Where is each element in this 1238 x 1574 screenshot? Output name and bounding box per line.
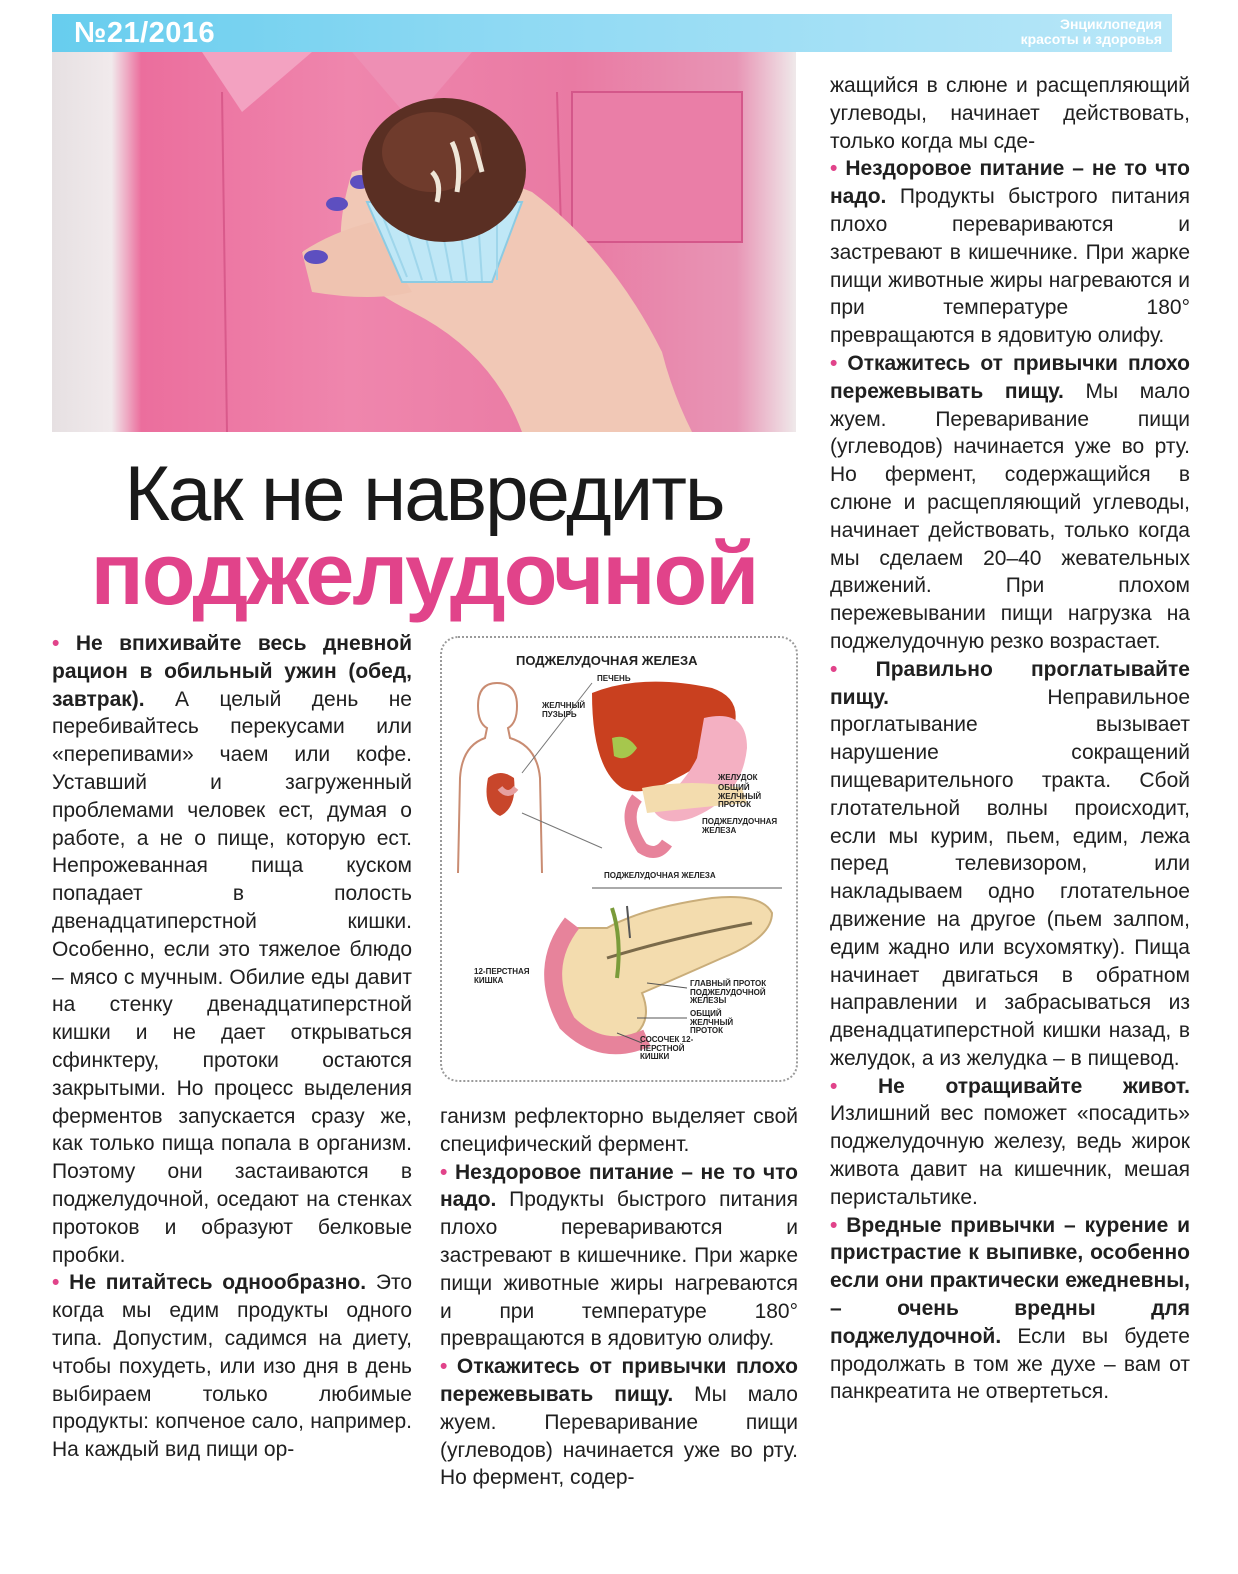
paragraph-2-text: Это когда мы едим продукты одного типа. Допустим, садимся на диету, чтобы похудеть, или изо дня в день выбираем только любимые продукты: копченое сало, например. На каждый вид пищи ор- xyxy=(52,1271,413,1462)
article-column-2 xyxy=(440,1103,798,1492)
bullet-icon: • xyxy=(830,157,838,181)
issue-number: №21/2016 xyxy=(74,17,216,49)
paragraph-1 xyxy=(52,630,412,1269)
paragraph-6-lead: Откажитесь от привычки плохо пережевывать пищу. xyxy=(830,351,1190,403)
paragraph-2-lead: Не питайтесь однообразно. xyxy=(69,1271,367,1295)
headline-line-1: Как не навредить xyxy=(124,449,724,537)
paragraph-1-text: А целый день не перебивайтесь перекусами или «перепивами» чаем или кофе. Уставший и загруженный проблемами человек ест, думая о работе, а не о пище, которую ест. Непрожеванная пища куском попадает в полость двенадцатиперстной кишки. Особенно, если это тяжелое блюдо – мясо с мучным. Обилие еды давит на стенку двенадцатиперстной кишки и не дает открываться сфинктеру, протоки остаются закрытыми. Но процесс выделения ферментов запускается сразу же, как только пища попала в организм. Поэтому они застаиваются в поджелудочной, оседают на стенках протоков и образуют белковые пробки. xyxy=(52,687,412,1267)
paragraph-2 xyxy=(52,1269,412,1464)
diagram-title-bottom: ПОДЖЕЛУДОЧНАЯ ЖЕЛЕЗА xyxy=(604,871,716,880)
paragraph-4-lead: Откажитесь от привычки плохо пережевывать пищу. xyxy=(440,1355,798,1406)
paragraph-8 xyxy=(830,1073,1190,1212)
paragraph-8-text: Излишний вес поможет «посадить» поджелудочную железу, ведь жирок живота давит на кишечник, мешая перистальтике. xyxy=(830,1102,1190,1209)
paragraph-3 xyxy=(440,1159,798,1354)
paragraph-continuation: жащийся в слюне и расщепляющий углеводы, начинает действовать, только когда мы сде- xyxy=(830,74,1190,153)
pancreas-diagram xyxy=(440,636,798,1082)
label-pancreas: ПОДЖЕЛУДОЧНАЯ ЖЕЛЕЗА xyxy=(702,817,778,835)
brand-line-1: Энциклопедия xyxy=(1060,16,1162,32)
paragraph-5-lead: Нездоровое питание – не то что надо. xyxy=(830,157,1190,209)
label-stomach: ЖЕЛУДОК xyxy=(718,773,758,782)
paragraph-9 xyxy=(830,1212,1190,1407)
label-gallbladder: ЖЕЛЧНЫЙ ПУЗЫРЬ xyxy=(542,701,586,719)
paragraph-3-text: Продукты быстрого питания плохо перевариваются и застревают в кишечнике. При жарке пищи животные жиры нагреваются и при температуре 180° превращаются в ядовитую олифу. xyxy=(440,1188,798,1351)
paragraph-5 xyxy=(830,155,1190,350)
label-papilla: СОСОЧЕК 12-ПЕРСТНОЙ КИШКИ xyxy=(640,1035,694,1061)
bullet-icon: • xyxy=(440,1160,448,1184)
paragraph-6-text: Мы мало жуем. Переваривание пищи (углеводов) начинается уже во рту. Но фермент, содержащийся в слюне и расщепляющий углеводы, начинает действовать, только когда мы сделаем 20–40 жевательных движений. При плохом пережевывании пищи нагрузка на поджелудочную резко возрастает. xyxy=(830,379,1190,653)
article-column-3 xyxy=(830,72,1190,1406)
paragraph-6 xyxy=(830,350,1190,656)
diagram-title-top: ПОДЖЕЛУДОЧНАЯ ЖЕЛЕЗА xyxy=(516,653,698,668)
magazine-brand xyxy=(1021,17,1162,47)
paragraph-5-text: Продукты быстрого питания плохо перевариваются и застревают в кишечнике. При жарке пищи животные жиры нагреваются и при температуре 180° превращаются в ядовитую олифу. xyxy=(830,185,1190,348)
paragraph-9-lead: Вредные привычки – курение и пристрастие к выпивке, особенно если они практически ежедневны, – очень вредны для поджелудочной. xyxy=(830,1213,1190,1348)
bullet-icon: • xyxy=(830,351,838,375)
paragraph-7 xyxy=(830,656,1190,1073)
paragraph-3-lead: Нездоровое питание – не то что надо. xyxy=(440,1160,798,1212)
paragraph-8-lead: Не отращивайте живот. xyxy=(877,1074,1190,1098)
label-main-duct: ГЛАВНЫЙ ПРОТОК ПОДЖЕЛУДОЧНОЙ ЖЕЛЕЗЫ xyxy=(690,979,767,1005)
paragraph-7-lead: Правильно проглатывайте пищу. xyxy=(830,657,1190,709)
label-bile-duct: ОБЩИЙ ЖЕЛЧНЫЙ ПРОТОК xyxy=(690,1009,734,1035)
label-duodenum: 12-ПЕРСТНАЯ КИШКА xyxy=(474,967,530,985)
headline-line-2: поджелудочной xyxy=(90,524,758,623)
label-liver: ПЕЧЕНЬ xyxy=(597,674,631,683)
paragraph-4-text: Мы мало жуем. Переваривание пищи (углеводов) начинается уже во рту. Но фермент, содер- xyxy=(440,1382,798,1490)
header-strip xyxy=(52,14,1172,52)
paragraph-9-text: Если вы будете продолжать в том же духе – вам от панкреатита не отвертеться. xyxy=(830,1324,1190,1404)
brand-line-2: красоты и здоровья xyxy=(1020,31,1162,47)
label-common-duct: ОБЩИЙ ЖЕЛЧНЫЙ ПРОТОК xyxy=(718,783,762,809)
paragraph-4 xyxy=(440,1353,798,1492)
bullet-icon: • xyxy=(830,657,838,681)
paragraph-7-text: Неправильное проглатывание вызывает нарушение сокращений пищеварительного тракта. Сбой глотательной волны происходит, если мы курим, пьем, едим, лежа перед телевизором, или накладываем одно глотательное движение на другое (пьем залпом, едим жадно или всухомятку). Пища начинает двигаться в обратном направлении и забрасываться из двенадцатиперстной кишки назад, в желудок, а из желудка – в пищевод. xyxy=(830,685,1190,1070)
bullet-icon: • xyxy=(52,1271,60,1295)
bullet-icon: • xyxy=(830,1074,838,1098)
hero-photo xyxy=(52,52,796,432)
bullet-icon: • xyxy=(440,1355,448,1379)
paragraph-1-lead: Не впихивайте весь дневной рацион в обильный ужин (обед, завтрак). xyxy=(52,632,412,711)
bullet-icon: • xyxy=(830,1213,838,1237)
bullet-icon: • xyxy=(52,632,60,655)
article-column-1 xyxy=(52,630,412,1464)
paragraph-continuation: ганизм рефлекторно выделяет свой специфический фермент. xyxy=(440,1105,798,1156)
